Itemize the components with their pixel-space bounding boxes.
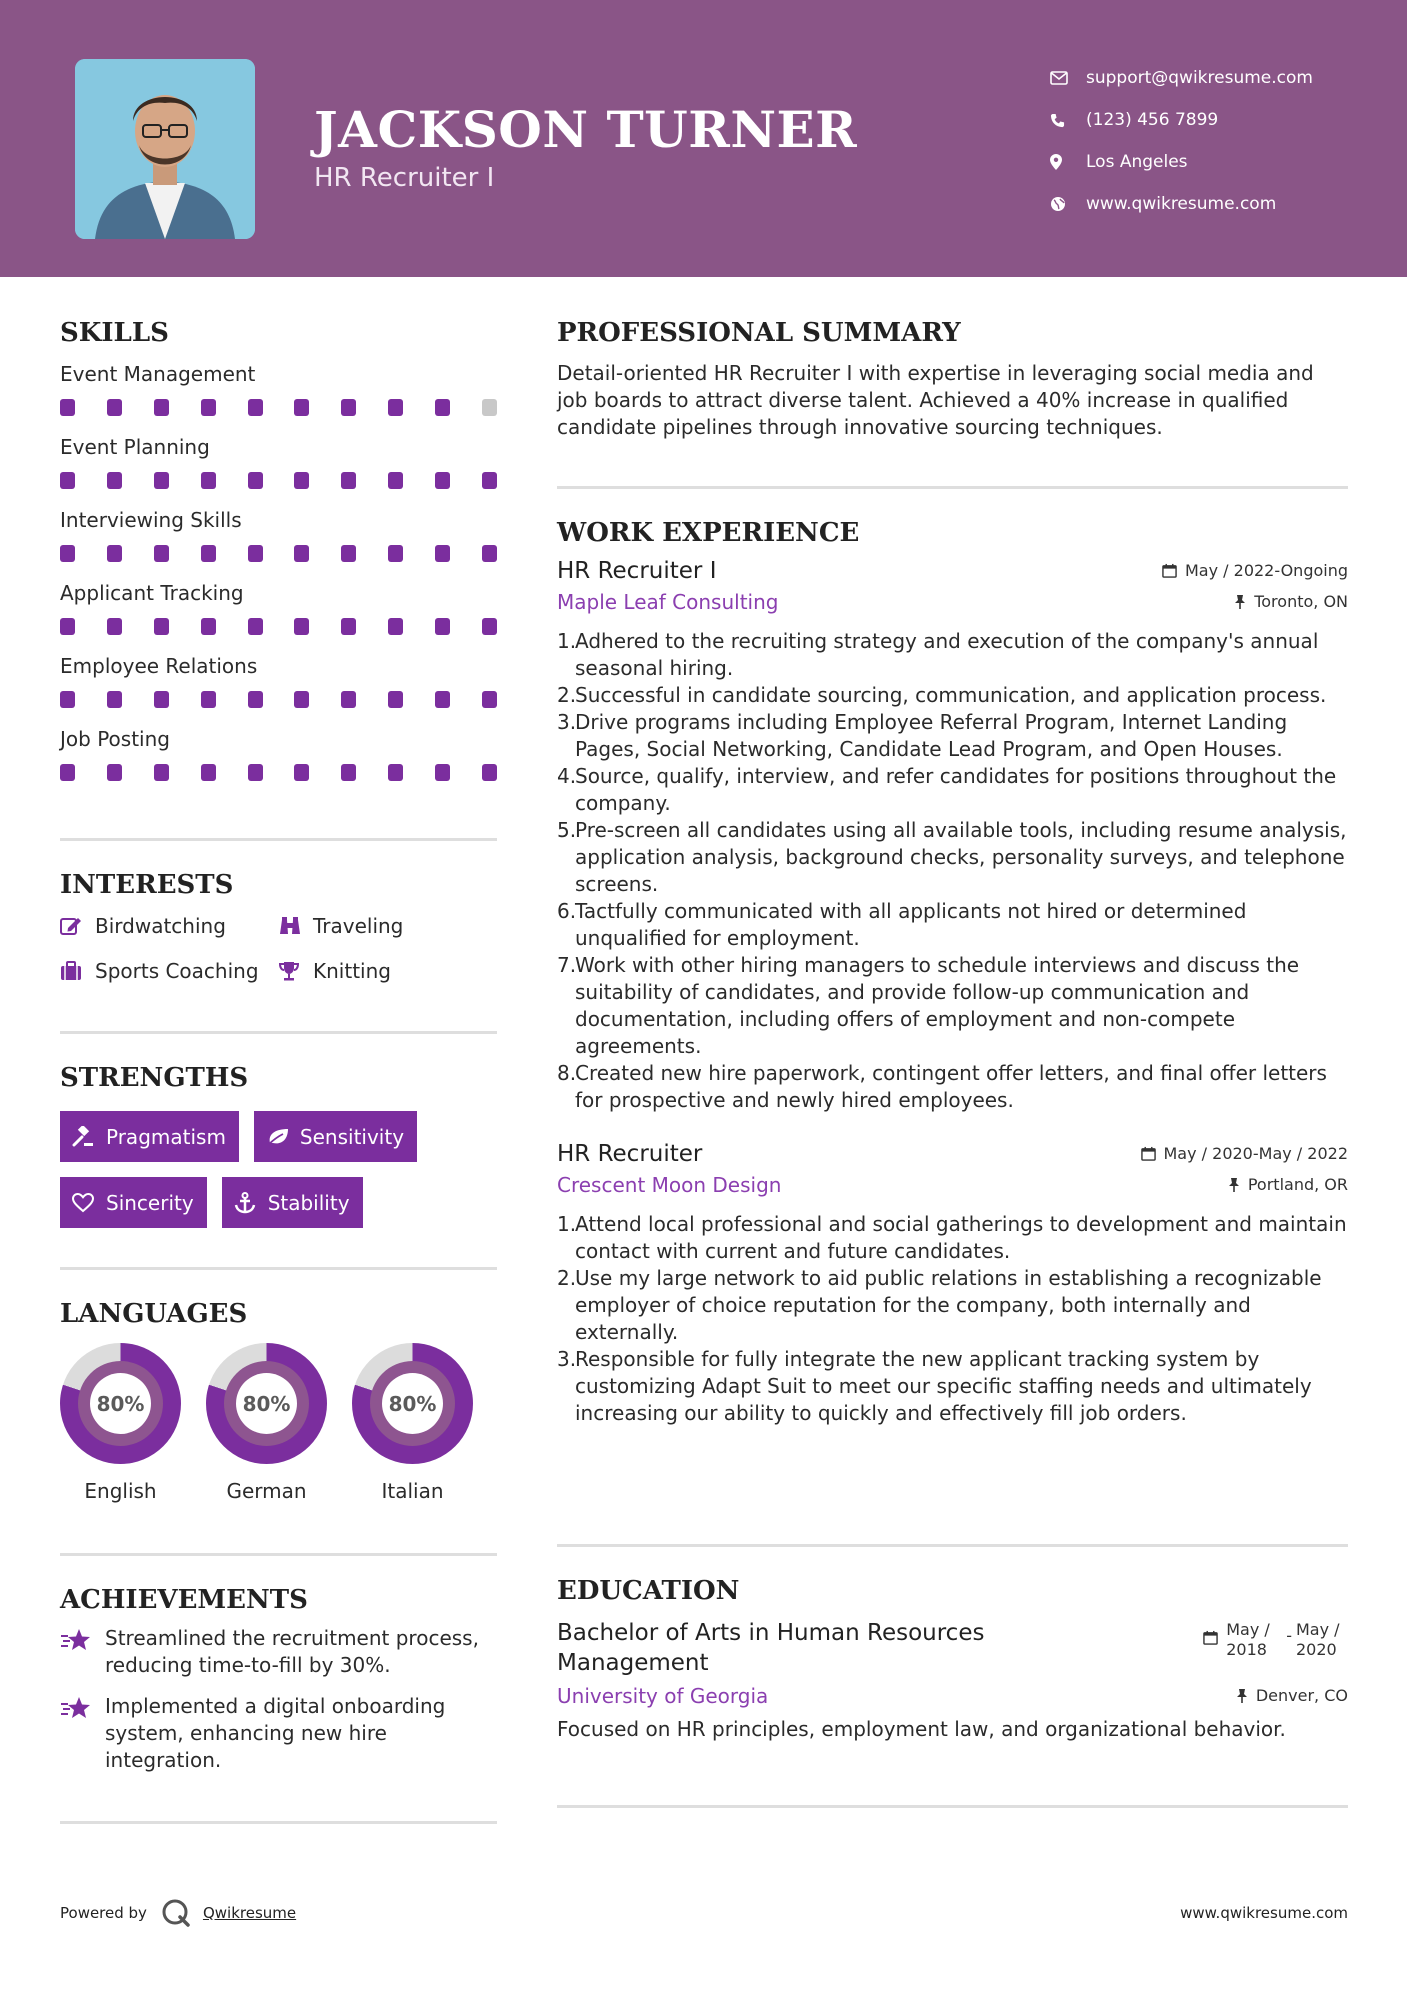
language-item (206, 1343, 327, 1503)
languages-list (60, 1343, 497, 1503)
interests-list (60, 910, 497, 986)
interest-item (60, 910, 278, 941)
job-dates (1141, 1144, 1349, 1163)
contact-website-text: www.qwikresume.com (1086, 194, 1277, 214)
education-location (1236, 1686, 1348, 1705)
duty-item (557, 898, 1348, 952)
globe-icon (1050, 196, 1086, 212)
skill-rating-dot (154, 472, 169, 489)
duty-text: Tactfully communicated with all applicants not hired or determined unqualified for employment. (575, 899, 1247, 950)
pushpin-icon (1228, 1177, 1240, 1192)
duty-text: Use my large network to aid public relations in establishing a recognizable employer of choice reputation for the company, both internally and externally. (575, 1266, 1322, 1344)
contact-phone[interactable] (1050, 99, 1313, 141)
skill-rating-dot (107, 618, 122, 635)
resume-header (0, 0, 1407, 277)
skill-rating-dot (435, 399, 450, 416)
skill-rating-dot (388, 545, 403, 562)
skill-item (60, 654, 497, 727)
duty-item (557, 817, 1348, 898)
skill-rating-dot (341, 399, 356, 416)
language-ring (206, 1343, 327, 1464)
duty-number: 3. (557, 710, 577, 734)
strength-badge (60, 1111, 239, 1162)
interest-item (278, 955, 497, 986)
job-location-text: Toronto, ON (1254, 592, 1348, 611)
phone-icon (1050, 113, 1086, 128)
strength-badge (60, 1177, 207, 1228)
duty-text: Responsible for fully integrate the new applicant tracking system by customizing Adapt Suit to meet our specific staffing needs and ultimately increasing our ability to quickly and effectively fill job orders. (575, 1347, 1312, 1425)
duty-text: Adhered to the recruiting strategy and execution of the company's annual seasonal hiring. (575, 629, 1319, 680)
skill-rating-dot (248, 472, 263, 489)
duty-text: Source, qualify, interview, and refer candidates for positions throughout the company. (575, 764, 1337, 815)
skill-rating (60, 472, 497, 489)
skill-rating-dot (248, 764, 263, 781)
contact-list (1050, 57, 1313, 225)
skill-rating-dot (294, 691, 309, 708)
language-ring (60, 1343, 181, 1464)
skill-rating (60, 399, 497, 416)
calendar-icon (1162, 563, 1177, 578)
education-description: Focused on HR principles, employment law, and organizational behavior. (557, 1717, 1286, 1741)
skill-rating-dot (248, 545, 263, 562)
skill-rating-dot (201, 691, 216, 708)
calendar-icon (1203, 1630, 1218, 1645)
achievement-text: Streamlined the recruitment process, reducing time-to-fill by 30%. (105, 1626, 479, 1677)
skill-rating-dot (201, 545, 216, 562)
skill-rating-dot (154, 618, 169, 635)
duty-item (557, 628, 1348, 682)
envelope-icon (1050, 71, 1086, 85)
skill-rating-dot (201, 764, 216, 781)
duty-item (557, 1211, 1348, 1265)
skill-rating (60, 545, 497, 562)
skills-section (60, 318, 497, 838)
duty-number: 8. (557, 1061, 577, 1085)
skill-rating-dot (107, 545, 122, 562)
job-location (1228, 1175, 1348, 1194)
job-dates-text: May / 2020-May / 2022 (1163, 1144, 1348, 1163)
skill-rating-dot (107, 472, 122, 489)
job-sub (557, 1173, 1348, 1197)
skill-rating-dot (248, 618, 263, 635)
duty-item (557, 1346, 1348, 1427)
job-location (1234, 592, 1348, 611)
duty-text: Drive programs including Employee Referral Program, Internet Landing Pages, Social Networking, Candidate Lead Program, and Open Houses. (575, 710, 1288, 761)
skill-rating-dot (388, 399, 403, 416)
skill-rating-dot (60, 545, 75, 562)
skill-rating-dot (388, 691, 403, 708)
skill-name: Employee Relations (60, 654, 258, 678)
skill-rating-dot (154, 399, 169, 416)
powered-by-text: Powered by (60, 1904, 147, 1922)
duty-item (557, 682, 1348, 709)
education-head (557, 1618, 1348, 1678)
company-name: Crescent Moon Design (557, 1173, 782, 1197)
contact-location (1050, 141, 1313, 183)
duty-number: 4. (557, 764, 577, 788)
candidate-name: JACKSON TURNER (314, 100, 858, 159)
strengths-title: STRENGTHS (60, 1063, 249, 1093)
achievement-text: Implemented a digital onboarding system, enhancing new hire integration. (105, 1694, 446, 1772)
skill-rating-dot (294, 764, 309, 781)
briefcase-icon (60, 961, 95, 981)
interest-label: Knitting (313, 958, 391, 983)
duty-number: 1. (557, 629, 577, 653)
skill-rating-dot (154, 691, 169, 708)
education-date-sep: - (1286, 1626, 1292, 1645)
left-column (60, 318, 497, 1824)
skill-rating-dot (294, 472, 309, 489)
duty-number: 7. (557, 953, 577, 977)
skill-rating-dot (341, 472, 356, 489)
job-sub (557, 590, 1348, 614)
candidate-title: HR Recruiter I (314, 163, 495, 193)
contact-location-text: Los Angeles (1086, 152, 1188, 172)
skill-name: Applicant Tracking (60, 581, 244, 605)
duty-number: 3. (557, 1347, 577, 1371)
job-head (557, 558, 1348, 584)
languages-section (60, 1270, 497, 1553)
interest-label: Sports Coaching (95, 958, 259, 983)
education-section (557, 1547, 1348, 1805)
pencil-square-icon (60, 916, 95, 936)
language-percent: 80% (236, 1373, 297, 1434)
skill-rating-dot (435, 472, 450, 489)
interest-label: Birdwatching (95, 913, 226, 938)
education-title: EDUCATION (557, 1576, 740, 1606)
duty-text: Pre-screen all candidates using all available tools, including resume analysis, application analysis, background checks, personality surveys, and telephone screens. (575, 818, 1347, 896)
strengths-list (60, 1111, 497, 1228)
footer (60, 1898, 1348, 1928)
language-name: Italian (381, 1479, 444, 1503)
skill-rating-dot (341, 618, 356, 635)
education-date-start: May / 2018 (1226, 1620, 1270, 1659)
skill-rating-dot (435, 545, 450, 562)
right-column (557, 318, 1348, 1808)
job-dates (1162, 561, 1348, 580)
binoculars-icon (278, 916, 313, 936)
skill-rating-dot (107, 691, 122, 708)
degree-name: Bachelor of Arts in Human Resources Management (557, 1620, 985, 1676)
trophy-icon (278, 961, 313, 981)
skill-rating-dot (435, 764, 450, 781)
education-sub (557, 1684, 1348, 1708)
calendar-icon (1141, 1146, 1156, 1161)
skill-rating-dot (154, 764, 169, 781)
school-name: University of Georgia (557, 1684, 769, 1708)
strength-label: Pragmatism (106, 1124, 226, 1149)
interest-label: Traveling (313, 913, 404, 938)
skill-item (60, 362, 497, 435)
duties-list (557, 1211, 1348, 1427)
contact-email-text: support@qwikresume.com (1086, 68, 1313, 88)
jobs-list (557, 558, 1348, 1427)
duty-number: 1. (557, 1212, 577, 1236)
language-name: English (84, 1479, 157, 1503)
skill-rating (60, 618, 497, 635)
contact-phone-text: (123) 456 7899 (1086, 110, 1219, 130)
section-divider (557, 1805, 1348, 1808)
interests-title: INTERESTS (60, 870, 234, 900)
interest-item (278, 910, 497, 941)
skill-rating-dot (482, 399, 497, 416)
pushpin-icon (1234, 594, 1246, 609)
education-dates (1203, 1620, 1348, 1678)
profile-photo (75, 59, 255, 239)
duty-item (557, 709, 1348, 763)
job-title: HR Recruiter I (557, 558, 717, 584)
duty-number: 5. (557, 818, 577, 842)
qwikresume-link[interactable]: Qwikresume (202, 1904, 297, 1922)
job-entry (557, 558, 1348, 1114)
job-head (557, 1141, 1348, 1167)
skill-item (60, 581, 497, 654)
achievements-section (60, 1556, 497, 1821)
skill-rating-dot (341, 545, 356, 562)
skill-rating-dot (60, 618, 75, 635)
summary-text: Detail-oriented HR Recruiter I with expertise in leveraging social media and job boards to attract diverse talent. Achieved a 40% increase in qualified candidate pipelines through innovative sourcing techniques. (557, 361, 1314, 439)
languages-title: LANGUAGES (60, 1299, 248, 1329)
section-divider (60, 1821, 497, 1824)
achievement-item (60, 1693, 497, 1774)
language-percent: 80% (90, 1373, 151, 1434)
strength-label: Sensitivity (299, 1124, 405, 1149)
skill-rating-dot (107, 399, 122, 416)
interest-item (60, 955, 278, 986)
skill-rating-dot (482, 472, 497, 489)
skill-rating-dot (435, 618, 450, 635)
star-icon (60, 1693, 105, 1774)
language-ring (352, 1343, 473, 1464)
contact-website[interactable] (1050, 183, 1313, 225)
skill-rating-dot (60, 691, 75, 708)
job-entry (557, 1141, 1348, 1427)
duty-text: Created new hire paperwork, contingent offer letters, and final offer letters for prospective and newly hired employees. (575, 1061, 1327, 1112)
duty-text: Successful in candidate sourcing, communication, and application process. (575, 683, 1327, 707)
map-pin-icon (1050, 154, 1086, 170)
skill-name: Interviewing Skills (60, 508, 242, 532)
interests-section (60, 841, 497, 1031)
skill-item (60, 508, 497, 581)
skill-rating (60, 691, 497, 708)
skill-rating-dot (60, 764, 75, 781)
skill-rating-dot (435, 691, 450, 708)
skill-rating-dot (154, 545, 169, 562)
duty-item (557, 763, 1348, 817)
skill-rating-dot (201, 399, 216, 416)
company-name: Maple Leaf Consulting (557, 590, 779, 614)
skill-rating-dot (60, 399, 75, 416)
job-dates-text: May / 2022-Ongoing (1185, 561, 1348, 580)
strength-label: Sincerity (106, 1190, 194, 1215)
language-item (352, 1343, 473, 1503)
skill-name: Event Management (60, 362, 256, 386)
language-item (60, 1343, 181, 1503)
duty-number: 2. (557, 1266, 577, 1290)
skill-rating-dot (294, 618, 309, 635)
summary-title: PROFESSIONAL SUMMARY (557, 318, 961, 348)
strengths-section (60, 1034, 497, 1267)
heart-icon (72, 1193, 106, 1213)
skill-rating-dot (341, 691, 356, 708)
summary-section (557, 318, 1348, 486)
duty-text: Attend local professional and social gatherings to development and maintain contact with current and future candidates. (575, 1212, 1347, 1263)
skill-rating-dot (482, 764, 497, 781)
skill-rating-dot (482, 618, 497, 635)
anchor-icon (234, 1192, 268, 1214)
duty-number: 2. (557, 683, 577, 707)
language-percent: 80% (382, 1373, 443, 1434)
skill-name: Job Posting (60, 727, 170, 751)
strength-label: Stability (267, 1190, 350, 1215)
pushpin-icon (1236, 1688, 1248, 1703)
skill-item (60, 435, 497, 508)
skill-rating-dot (201, 618, 216, 635)
strength-badge (254, 1111, 417, 1162)
skill-name: Event Planning (60, 435, 210, 459)
duty-item (557, 1265, 1348, 1346)
qwikresume-logo-icon (161, 1898, 191, 1928)
duties-list (557, 628, 1348, 1114)
skill-rating (60, 764, 497, 781)
skill-rating-dot (60, 472, 75, 489)
skill-rating-dot (294, 545, 309, 562)
skill-rating-dot (341, 764, 356, 781)
skill-rating-dot (388, 472, 403, 489)
skills-title: SKILLS (60, 318, 169, 348)
duty-item (557, 952, 1348, 1060)
skill-rating-dot (201, 472, 216, 489)
skill-rating-dot (388, 618, 403, 635)
skill-rating-dot (294, 399, 309, 416)
leaf-icon (266, 1127, 300, 1147)
footer-url[interactable]: www.qwikresume.com (1180, 1904, 1348, 1922)
skill-rating-dot (248, 691, 263, 708)
achievement-item (60, 1625, 497, 1679)
achievements-title: ACHIEVEMENTS (60, 1585, 308, 1615)
contact-email[interactable] (1050, 57, 1313, 99)
education-date-end: May / 2020 (1296, 1620, 1340, 1659)
strength-badge (222, 1177, 363, 1228)
skill-item (60, 727, 497, 800)
skill-rating-dot (248, 399, 263, 416)
job-title: HR Recruiter (557, 1141, 703, 1167)
star-icon (60, 1625, 105, 1679)
duty-text: Work with other hiring managers to schedule interviews and discuss the suitability of candidates, and provide follow-up communication and documentation, including offers of employment and non-compete agreements. (575, 953, 1300, 1058)
skill-rating-dot (482, 691, 497, 708)
skill-rating-dot (482, 545, 497, 562)
duty-number: 6. (557, 899, 577, 923)
skill-rating-dot (107, 764, 122, 781)
gavel-icon (72, 1126, 106, 1148)
footer-brand (60, 1898, 296, 1928)
skills-list (60, 362, 497, 800)
education-location-text: Denver, CO (1255, 1686, 1348, 1705)
skill-rating-dot (388, 764, 403, 781)
job-location-text: Portland, OR (1247, 1175, 1348, 1194)
duty-item (557, 1060, 1348, 1114)
experience-title: WORK EXPERIENCE (557, 518, 860, 548)
language-name: German (226, 1479, 307, 1503)
experience-section (557, 489, 1348, 1544)
